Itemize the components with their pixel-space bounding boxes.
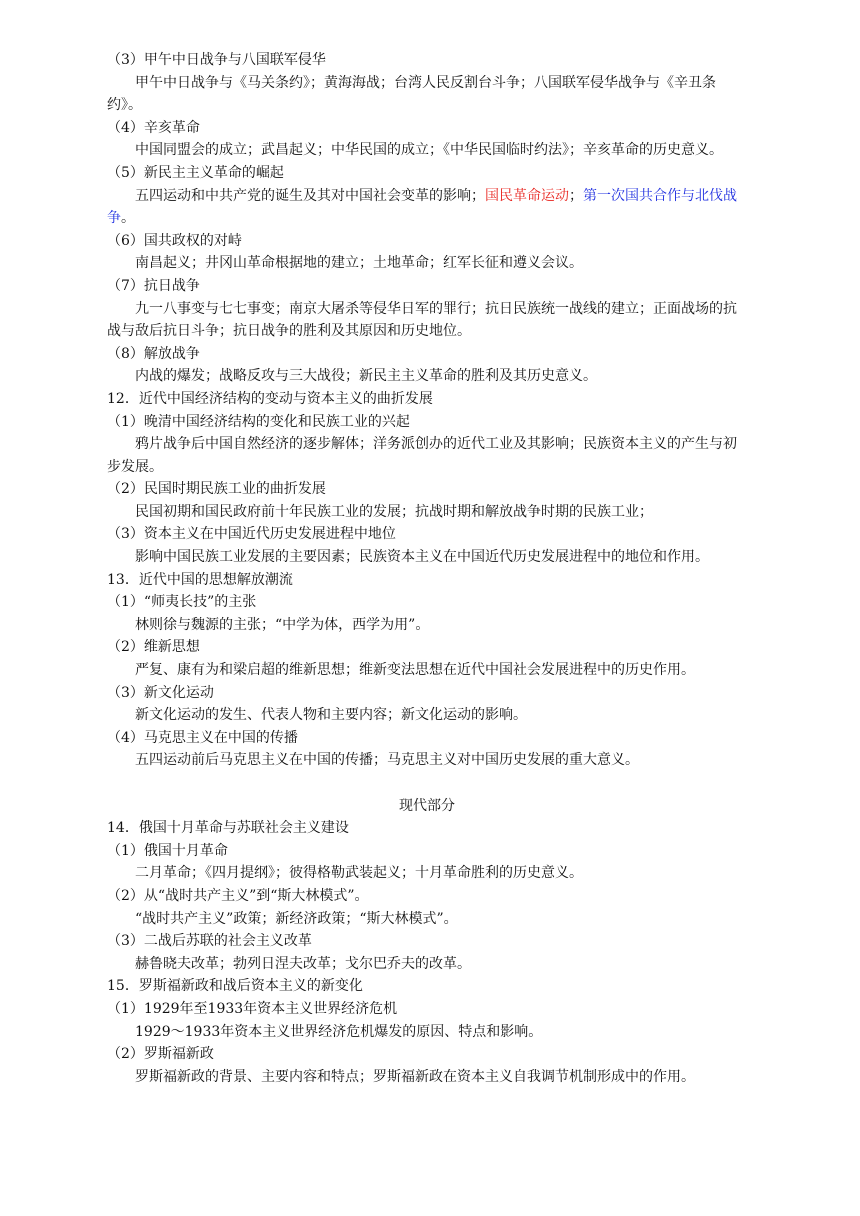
subsection-heading: （6）国共政权的对峙	[107, 232, 242, 249]
subsection-heading: （8）解放战争	[107, 345, 200, 362]
body-paragraph: 赫鲁晓夫改革；勃列日涅夫改革；戈尔巴乔夫的改革。	[135, 955, 471, 972]
subsection-heading: （4）马克思主义在中国的传播	[107, 729, 298, 746]
highlight-red-text: 国民革命运动	[485, 187, 569, 204]
subsection-heading: （3）资本主义在中国近代历史发展进程中地位	[107, 526, 396, 543]
blank-line	[107, 772, 747, 795]
body-paragraph: 严复、康有为和梁启超的维新思想；维新变法思想在近代中国社会发展进程中的历史作用。	[135, 662, 695, 679]
text-span: 五四运动和中共产党的诞生及其对中国社会变革的影响；	[135, 187, 485, 204]
body-paragraph: 罗斯福新政的背景、主要内容和特点；罗斯福新政在资本主义自我调节机制形成中的作用。	[135, 1068, 695, 1085]
subsection-heading: （2）民国时期民族工业的曲折发展	[107, 481, 326, 498]
subsection-heading: （1）1929年至1933年资本主义世界经济危机	[107, 1000, 398, 1017]
body-paragraph: 1929～1933年资本主义世界经济危机爆发的原因、特点和影响。	[135, 1023, 543, 1040]
subsection-heading: （3）新文化运动	[107, 684, 214, 701]
text-span: ；	[569, 187, 583, 204]
text-span: 。	[121, 210, 135, 227]
subsection-heading: （1）俄国十月革命	[107, 842, 228, 859]
section-heading: 15．罗斯福新政和战后资本主义的新变化	[107, 978, 363, 995]
section-heading: 14．俄国十月革命与苏联社会主义建设	[107, 820, 349, 837]
subsection-heading: （2）罗斯福新政	[107, 1046, 214, 1063]
subsection-heading: （1）晚清中国经济结构的变化和民族工业的兴起	[107, 413, 410, 430]
section-heading: 13．近代中国的思想解放潮流	[107, 571, 293, 588]
body-paragraph: 新文化运动的发生、代表人物和主要内容；新文化运动的影响。	[135, 707, 527, 724]
body-paragraph: 甲午中日战争与《马关条约》；黄海海战；台湾人民反割台斗争；八国联军侵华战争与《辛丑条约》。	[107, 74, 716, 114]
body-paragraph: 南昌起义；井冈山革命根据地的建立；土地革命；红军长征和遵义会议。	[135, 255, 583, 272]
body-paragraph	[107, 185, 747, 230]
subsection-heading: （2）从“战时共产主义”到“斯大林模式”。	[107, 887, 369, 904]
subsection-heading: （3）二战后苏联的社会主义改革	[107, 933, 312, 950]
highlight-blue-text: 第一次国共合作与北伐战争	[107, 187, 737, 227]
subsection-heading: （4）辛亥革命	[107, 119, 200, 136]
part-title: 现代部分	[399, 797, 455, 814]
body-paragraph: 中国同盟会的成立；武昌起义；中华民国的成立；《中华民国临时约法》；辛亥革命的历史意义。	[135, 142, 723, 159]
document-body	[107, 49, 747, 1088]
subsection-heading: （3）甲午中日战争与八国联军侵华	[107, 52, 326, 68]
subsection-heading: （5）新民主主义革命的崛起	[107, 164, 284, 181]
body-paragraph: 五四运动前后马克思主义在中国的传播；马克思主义对中国历史发展的重大意义。	[135, 752, 639, 769]
body-paragraph: 二月革命；《四月提纲》；彼得格勒武装起义；十月革命胜利的历史意义。	[135, 865, 583, 882]
body-paragraph: “战时共产主义”政策；新经济政策；“斯大林模式”。	[135, 910, 458, 927]
subsection-heading: （7）抗日战争	[107, 277, 200, 294]
body-paragraph: 鸦片战争后中国自然经济的逐步解体；洋务派创办的近代工业及其影响；民族资本主义的产生与初步发展。	[107, 436, 737, 475]
body-paragraph: 民国初期和国民政府前十年民族工业的发展；抗战时期和解放战争时期的民族工业；	[135, 503, 653, 520]
section-heading: 12．近代中国经济结构的变动与资本主义的曲折发展	[107, 390, 433, 407]
subsection-heading: （2）维新思想	[107, 639, 200, 656]
body-paragraph: 林则徐与魏源的主张；“中学为体，西学为用”。	[135, 616, 430, 633]
body-paragraph: 影响中国民族工业发展的主要因素；民族资本主义在中国近代历史发展进程中的地位和作用。	[135, 549, 709, 566]
subsection-heading: （1）“师夷长技”的主张	[107, 594, 257, 611]
body-paragraph: 九一八事变与七七事变；南京大屠杀等侵华日军的罪行；抗日民族统一战线的建立；正面战场的抗战与敌后抗日斗争；抗日战争的胜利及其原因和历史地位。	[107, 300, 737, 340]
body-paragraph: 内战的爆发；战略反攻与三大战役；新民主主义革命的胜利及其历史意义。	[135, 368, 597, 385]
